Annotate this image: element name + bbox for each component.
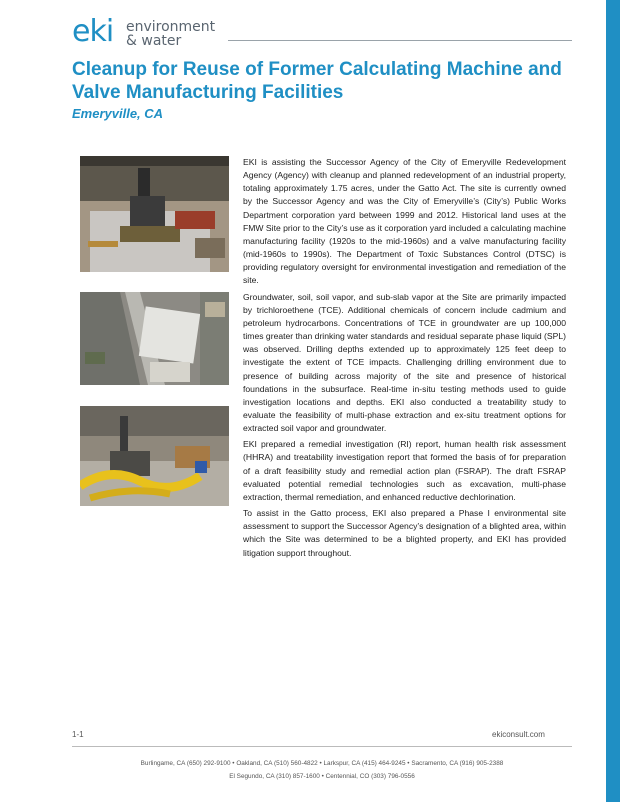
page-title: Cleanup for Reuse of Former Calculating Machine and Valve Manufacturing Facilities <box>72 59 562 103</box>
page-number: 1-1 <box>72 730 84 739</box>
accent-sidebar <box>606 0 620 802</box>
interior-equipment-photo <box>80 406 229 506</box>
paragraph-remedial-investigation: EKI prepared a remedial investigation (RI) report, human health risk assessment (HHRA) and treatability investigation report that formed the basis of for preparation of a draft feasibility study and remedial action plan (FSRAP). The draft FSRAP evaluated potential remedial technologies such as excavation, multi-phase extraction, thermal remediation, and enhanced reductive dechlorination. <box>243 439 566 502</box>
paragraph-gatto-process: To assist in the Gatto process, EKI also prepared a Phase I environmental site assessment to support the Successor Agency’s designation of a blighted area, within which the Site was determined to be a blighted property, and EKI has provided litigation support throughout. <box>243 508 566 558</box>
logo-mark: eki <box>72 14 114 49</box>
logo-line-1: environment <box>126 19 216 35</box>
aerial-site-photo <box>80 292 229 385</box>
office-addresses-line-1: Burlingame, CA (650) 292-9100 • Oakland, CA (510) 560-4822 • Larkspur, CA (415) 464-9245 • Sacramento, CA (916) 905-2388 <box>140 760 504 767</box>
project-description <box>243 156 566 563</box>
paragraph-overview: EKI is assisting the Successor Agency of the City of Emeryville Redevelopment Agency (Agency) with cleanup and planned redevelopment of an industrial property, totaling approximately 1.75 acres, under the Gatto Act. The site is currently owned by the Successor Agency and was the City of Emeryville’s (City’s) Public Works Department corporation yard between 1999 and 2012. Historical land uses at the FMW Site prior to the City’s use as it corporation yard included a calculating machine manufacturing facility (1920s to the mid-1960s) and a valve manufacturing facility (mid-1960s to 1990s). The Department of Toxic Substances Control (DTSC) is providing regulatory oversight for environmental investigation and remediation of the site. <box>243 157 566 286</box>
website-link[interactable]: ekiconsult.com <box>492 730 545 739</box>
header-rule <box>228 40 572 41</box>
drill-rig-photo <box>80 156 229 272</box>
office-addresses-line-2: El Segundo, CA (310) 857-1600 • Centennial, CO (303) 796-0556 <box>229 773 415 780</box>
footer-rule <box>72 746 572 747</box>
eki-logo <box>72 16 222 52</box>
location-subtitle: Emeryville, CA <box>72 106 164 121</box>
paragraph-contamination: Groundwater, soil, soil vapor, and sub-slab vapor at the Site are primarily impacted by trichloroethene (TCE). Additional chemicals of concern include cadmium and petroleum hydrocarbons. Concentrations of TCE in groundwater are up 100,000 times greater than drinking water standards and residual separate phase liquid (SPL) was observed. Drilling depths extended up to approximately 125 feet deep to investigate the extent of TCE impacts. Challenging drilling environment due to presence of building across majority of the site and presence of historical foundations in the subsurface. Real-time in-situ testing methods used to guide investigation locations and depths. EKI also conducted a treatability study to evaluate the feasibility of multi-phase extraction and ex-situ treatment options for extracted soil vapor and groundwater. <box>243 291 566 434</box>
logo-line-2: & water <box>126 33 182 49</box>
